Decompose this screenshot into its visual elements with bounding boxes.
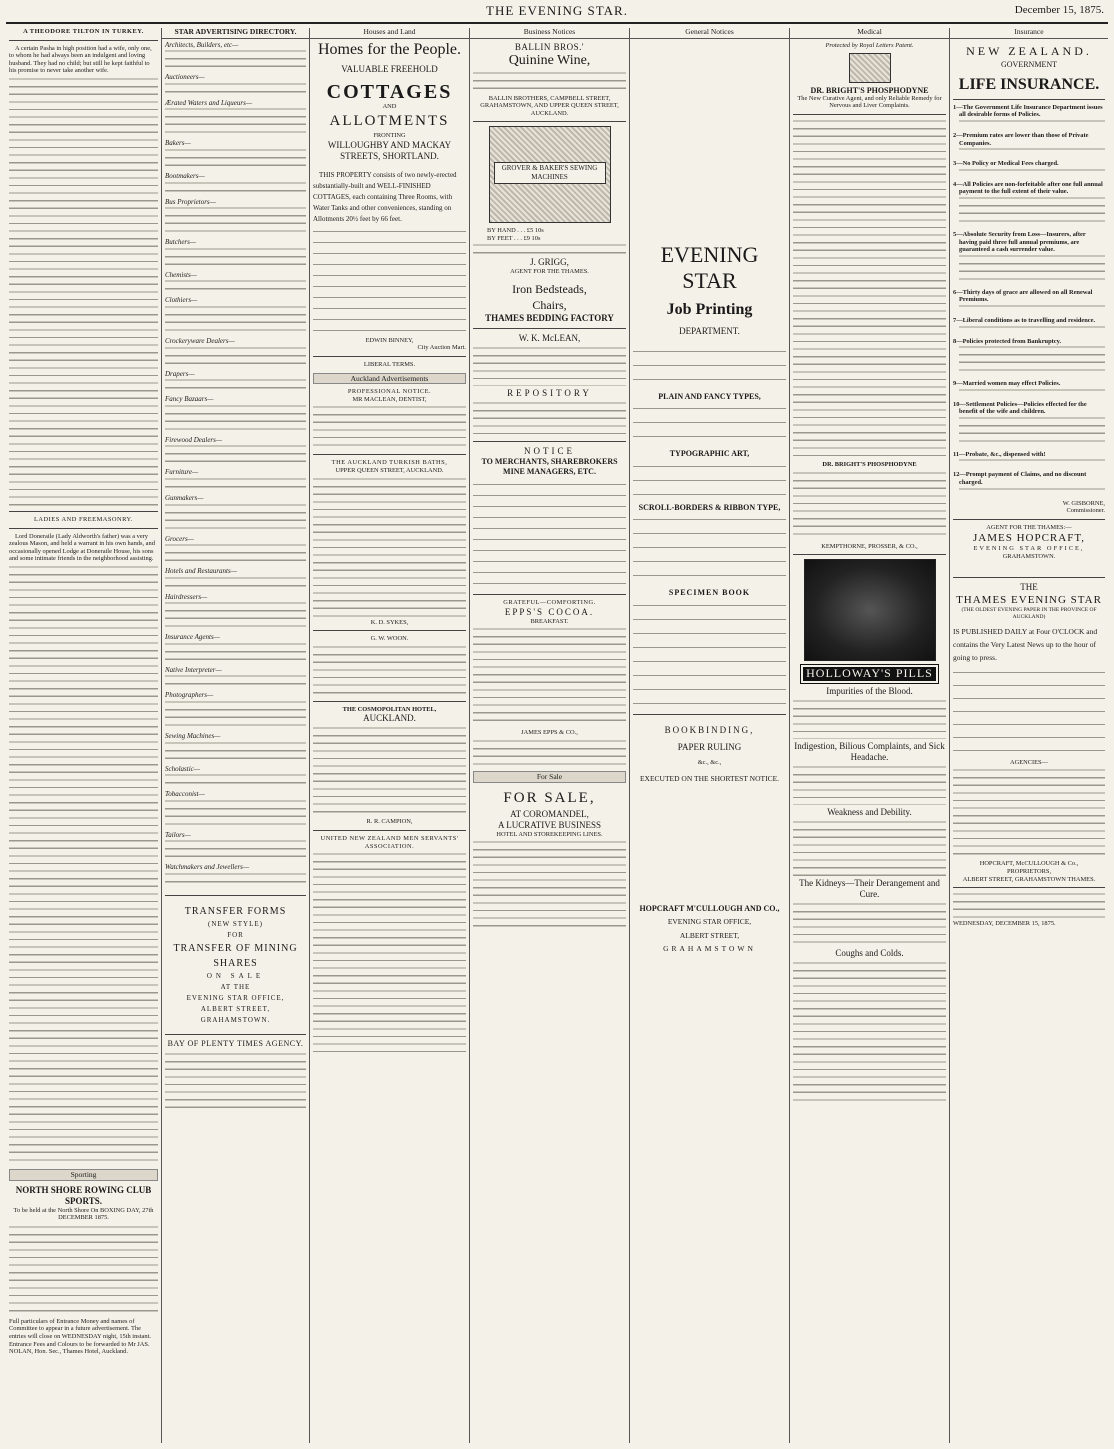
imprint-date: WEDNESDAY, DECEMBER 15, 1875. <box>953 920 1056 928</box>
kidneys-title: The Kidneys—Their Derangement and Cure. <box>799 877 940 899</box>
directory-section-heading: Hotels and Restaurants— <box>165 567 237 576</box>
government-label: GOVERNMENT <box>1001 60 1057 70</box>
column-insurance <box>949 28 1108 1443</box>
hotel-lines-label: HOTEL AND STOREKEEPING LINES. <box>496 830 603 838</box>
star-office-label: EVENING STAR OFFICE, <box>973 545 1085 553</box>
directory-section-listing <box>165 49 306 71</box>
column-articles <box>6 28 161 1443</box>
insurance-clause-text: 6—Thirty days of grace are allowed on all Renewal Premiums. <box>953 288 1093 304</box>
directory-section-heading: Firewood Dealers— <box>165 435 223 444</box>
insurance-clause-text: 8—Policies protected from Bankruptcy. <box>953 337 1062 345</box>
insurance-clause-text: 11—Probate, &c., dispensed with! <box>953 450 1046 458</box>
directory-section-heading: Native Interpreter— <box>165 665 222 674</box>
bay-of-plenty-body <box>165 1052 306 1112</box>
directory-section-heading: Ærated Waters and Liqueurs— <box>165 98 253 107</box>
directory-section-listing <box>165 773 306 788</box>
insurance-clause <box>953 451 1105 467</box>
bay-of-plenty-title: BAY OF PLENTY TIMES AGENCY. <box>167 1039 304 1049</box>
directory-section-listing <box>165 799 306 829</box>
campion-sign: R. R. CAMPION, <box>366 818 413 826</box>
holloway-engraving <box>804 559 936 661</box>
directory-section-listing <box>165 378 306 393</box>
telegraph-body <box>473 480 626 590</box>
transfer-line: (NEW STYLE) <box>208 920 263 929</box>
cottages-body: THIS PROPERTY consists of two newly-erected substantially-built and WELL-FINISHED COTTAGES, each containing Three Rooms, with Water Tanks and other conveniences, standing on Allotments 20½ feet by 66 feet. <box>313 170 457 223</box>
woon-body <box>313 645 466 697</box>
kempthorne-label: KEMPTHORNE, PROSSER, & CO., <box>821 542 918 550</box>
insurance-clause <box>953 231 1105 284</box>
houses-land-head: Houses and Land <box>310 28 469 39</box>
mclean-name: W. K. McLEAN, <box>518 333 581 344</box>
chairs: Chairs, <box>532 298 567 313</box>
cosmopolitan-body <box>313 726 466 816</box>
scroll-borders: SCROLL-BORDERS & RIBBON TYPE, <box>638 502 781 512</box>
transfer-line: SHARES <box>213 958 258 970</box>
coromandel-label: AT COROMANDEL, <box>510 808 589 819</box>
insurance-clause-text: 1—The Government Life Insurance Department issues all desirable forms of Policies. <box>953 103 1103 119</box>
insurance-head: Insurance <box>950 28 1108 39</box>
proprietors-name: HOPCRAFT, McCULLOUGH & Co., <box>979 860 1079 868</box>
insurance-clauses <box>953 104 1105 495</box>
homes-headline: Homes for the People. <box>317 40 462 58</box>
masthead <box>6 0 1108 24</box>
protected-label: Protected by Royal Letters Patent. <box>825 41 914 49</box>
directory-section-listing <box>165 107 306 137</box>
notice-label: NOTICE <box>524 446 575 457</box>
rowing-subtitle: To be held at the North Shore On BOXING DAY, 27th DECEMBER 1875. <box>13 1206 154 1222</box>
agencies-body <box>953 768 1105 858</box>
insurance-clause <box>953 338 1105 376</box>
seller-name: EDWIN BINNEY, <box>365 336 414 344</box>
insurance-clause-text: 7—Liberal conditions as to travelling and residence. <box>953 316 1096 324</box>
directory-section-listing <box>165 477 306 492</box>
impurities-body <box>793 699 946 739</box>
directory-section-listing <box>165 872 306 887</box>
insurance-clause <box>953 132 1105 155</box>
article2-title: LADIES AND FREEMASONRY. <box>34 515 133 523</box>
rowing-title: NORTH SHORE ROWING CLUB SPORTS. <box>15 1184 152 1206</box>
life-insurance-headline: LIFE INSURANCE. <box>958 75 1100 93</box>
article-intro: A certain Pasha in high position had a wife, only one, to whom he had always been an indulgent and loving husband. They had no child; but still he kept faithful to his promise to never take another wife. <box>9 44 152 75</box>
department-label: DEPARTMENT. <box>679 325 740 336</box>
seller-sub: City Auction Mart. <box>417 344 466 352</box>
column-directory <box>161 28 309 1443</box>
weakness-body <box>793 820 946 876</box>
directory-section-listing <box>165 700 306 730</box>
directory-section-listing <box>165 674 306 689</box>
insurance-clause-detail <box>959 325 1105 333</box>
evening-star-headline: EVENING STAR <box>660 241 759 293</box>
insurance-clause <box>953 317 1105 333</box>
cosmopolitan-title: THE COSMOPOLITAN HOTEL, <box>342 705 437 713</box>
insurance-clause-detail <box>959 458 1105 466</box>
liberal-terms: LIBERAL TERMS. <box>363 360 416 368</box>
published-body <box>953 667 1105 757</box>
business-head: Business Notices <box>470 28 629 39</box>
office-label: EVENING STAR OFFICE, <box>667 917 752 927</box>
published-label: IS PUBLISHED DAILY at Four O'CLOCK and contains the Very Latest News up to the hour of going to press. <box>953 626 1098 662</box>
insurance-clause-detail <box>959 487 1105 495</box>
fronting-label: FRONTING <box>373 132 406 140</box>
directory-section-heading: Photographers— <box>165 691 214 700</box>
directory-section-listing <box>165 346 306 368</box>
professional-notice: PROFESSIONAL NOTICE. <box>347 388 432 396</box>
directory-section-listing <box>165 543 306 565</box>
dentist-body <box>313 405 466 450</box>
weakness-title: Weakness and Debility. <box>827 806 912 817</box>
column-medical <box>789 28 949 1443</box>
insurance-clause-detail <box>959 147 1105 155</box>
directory-section-heading: Insurance Agents— <box>165 633 220 642</box>
directory-section-heading: Furniture— <box>165 468 199 477</box>
directory-section-listing <box>165 404 306 434</box>
directory-section-heading: Bus Proprietors— <box>165 197 216 206</box>
ballin-body <box>473 71 626 93</box>
insurance-clause-text: 5—Absolute Security from Loss—Insurers, after having paid three full annual premiums, are guaranteed a cash surrender value. <box>953 230 1086 254</box>
baths-title: THE AUCKLAND TURKISH BATHS, <box>331 459 448 467</box>
proprietors-sub: PROPRIETORS, <box>1006 868 1052 875</box>
directory-section-listing <box>165 247 306 269</box>
directory-section-heading: Crockeryware Dealers— <box>165 336 235 345</box>
insurance-clause-text: 2—Premium rates are lower than those of Private Companies. <box>953 131 1089 147</box>
transfer-line: TRANSFER FORMS <box>184 906 287 918</box>
agencies-label: AGENCIES— <box>1010 758 1048 766</box>
mclean-body <box>473 346 626 386</box>
dentist-name: MR MACLEAN, DENTIST, <box>352 395 427 403</box>
sewing-body <box>473 243 626 257</box>
insurance-clause-detail <box>959 254 1105 284</box>
directory-section-listing <box>165 642 306 664</box>
bright-body <box>793 119 946 459</box>
insurance-clause <box>953 380 1105 396</box>
article2-intro: Lord Doneraile (Lady Aldworth's father) was a very zealous Mason, and held a warrant in his own hands, and occasionally opened Lodge at Doneraile House, his sons and some intimate friends in the neighborhood assisting. <box>9 532 155 563</box>
woon-name: G. W. WOON. <box>370 635 409 643</box>
epps-body <box>473 627 626 727</box>
coughs-body <box>793 961 946 1101</box>
gisborne-sign: W. GISBORNE, <box>1062 499 1105 507</box>
oldest-label: (THE OLDEST EVENING PAPER IN THE PROVINCE OF AUCKLAND) <box>961 606 1097 621</box>
insurance-clause-text: 9—Married women may effect Policies. <box>953 380 1061 388</box>
paper-ruling-label: PAPER RULING <box>677 741 742 752</box>
article2-body <box>9 565 158 1165</box>
price-by-hand: BY HAND . . . £5 10s <box>487 227 544 235</box>
typographic-art: TYPOGRAPHIC ART, <box>669 449 750 459</box>
directory-section-heading: Drapers— <box>165 369 195 378</box>
transfer-line: AT THE <box>220 983 251 992</box>
directory-section-heading: Gunmakers— <box>165 493 204 502</box>
thames-star-headline: THAMES EVENING STAR <box>956 593 1102 606</box>
and-label: AND <box>382 102 397 110</box>
directory-section-heading: Butchers— <box>165 238 197 247</box>
allotments-headline: ALLOTMENTS <box>329 113 450 130</box>
directory-section-listing <box>165 82 306 97</box>
proprietors-address: ALBERT STREET, GRAHAMSTOWN THAMES. <box>962 875 1096 883</box>
grover-baker-label: GROVER & BAKER'S SEWING MACHINES <box>494 162 606 184</box>
agent-label: AGENT FOR THE THAMES:— <box>986 523 1072 531</box>
transfer-line: GRAHAMSTOWN. <box>200 1016 271 1025</box>
valuable-freehold: VALUABLE FREEHOLD <box>341 63 438 74</box>
insurance-clause <box>953 181 1105 226</box>
transfer-line: ALBERT STREET, <box>200 1005 271 1014</box>
baths-body <box>313 477 466 617</box>
job-body-2 <box>633 403 786 447</box>
directory-section-heading: Tobacconist— <box>165 790 205 799</box>
insurance-clause-text: 12—Prompt payment of Claims, and no discount charged. <box>953 471 1087 487</box>
bedding-factory: THAMES BEDDING FACTORY <box>485 313 614 324</box>
directory-section-listing <box>165 206 306 236</box>
repository-label: REPOSITORY <box>507 388 592 399</box>
grahamstown-label: GRAHAMSTOWN <box>663 944 756 954</box>
article-title: A THEODORE TILTON IN TURKEY. <box>23 28 144 35</box>
directory-section-listing <box>165 503 306 533</box>
directory-section-listing <box>165 148 306 170</box>
insurance-clause <box>953 401 1105 446</box>
insurance-clause-text: 10—Settlement Policies—Policies effected for the benefit of the wife and children. <box>953 400 1087 416</box>
directory-section-listing <box>165 181 306 196</box>
grigg-name: J. GRIGG, <box>530 256 569 267</box>
specimen-book: SPECIMEN BOOK <box>668 588 751 598</box>
nz-label: NEW ZEALAND. <box>966 43 1092 58</box>
baths-sub: UPPER QUEEN STREET, AUCKLAND. <box>335 466 444 474</box>
issue-date: December 15, 1875. <box>1014 4 1104 16</box>
directory-section-listing <box>165 601 306 631</box>
grateful-label: GRATEFUL—COMFORTING. <box>503 599 596 607</box>
directory-section-listing <box>165 741 306 763</box>
column-houses-land <box>309 28 469 1443</box>
column-business <box>469 28 629 1443</box>
insurance-clause <box>953 289 1105 312</box>
directory-section-listing <box>165 839 306 861</box>
section-for-sale: For Sale <box>473 771 626 783</box>
article-body <box>9 77 158 507</box>
albert-label: ALBERT STREET, <box>679 930 740 940</box>
column-general <box>629 28 789 1443</box>
epps-address <box>473 739 626 767</box>
quinine-wine: Quinine Wine, <box>508 52 591 68</box>
grahamstown-agent: GRAHAMSTOWN. <box>1002 553 1056 561</box>
insurance-clause-detail <box>959 196 1105 226</box>
transfer-line: EVENING STAR OFFICE, <box>186 994 285 1003</box>
grigg-sub: AGENT FOR THE THAMES. <box>510 267 589 275</box>
section-auckland: Auckland Advertisements <box>313 373 466 385</box>
insurance-clause-text: 4—All Policies are non-forfeitable after one full annual payment to the full extent of their value. <box>953 180 1103 196</box>
transfer-forms-ad <box>165 900 306 1030</box>
rowing-closing: Full particulars of Entrance Money and names of Committee to appear in a future advertisement. The entries will close on WEDNESDAY night, 15th instant. Entrance Fees and Colours to be forwarded to Mr JAS. NOLAN, Hon. Sec., Thames Hotel, Auckland. <box>9 1317 151 1356</box>
directory-head: STAR ADVERTISING DIRECTORY. <box>162 28 309 39</box>
indigestion-title: Indigestion, Bilious Complaints, and Sick Headache. <box>794 740 945 762</box>
hopcraft-agent: JAMES HOPCRAFT, <box>973 532 1085 545</box>
for-sale-headline: FOR SALE, <box>503 789 596 806</box>
imprint-body <box>953 892 1105 918</box>
directory-section-listing <box>165 279 306 294</box>
insurance-clause-detail <box>959 304 1105 312</box>
bright-body-2 <box>793 471 946 541</box>
directory-section-heading: Bootmakers— <box>165 171 205 180</box>
directory-section-heading: Scholastic— <box>165 764 200 773</box>
streets-label: WILLOUGHBY AND MACKAY STREETS, SHORTLAND. <box>327 139 452 161</box>
cottages-headline: COTTAGES <box>326 80 453 103</box>
price-by-feet: BY FEET . . . £9 10s <box>487 234 541 242</box>
impurities-title: Impurities of the Blood. <box>826 685 913 696</box>
directory-section-heading: Sewing Machines— <box>165 732 221 741</box>
medical-head: Medical <box>790 28 949 39</box>
section-sporting: Sporting <box>9 1169 158 1181</box>
iron-bedsteads: Iron Bedsteads, <box>512 282 587 297</box>
directory-section-heading: Watchmakers and Jewellers— <box>165 863 250 872</box>
cottages-details <box>313 227 466 337</box>
indigestion-body <box>793 765 946 805</box>
directory-section-heading: Architects, Builders, etc— <box>165 40 239 49</box>
directory-section-heading: Clothiers— <box>165 296 198 305</box>
insurance-clause-detail <box>959 119 1105 127</box>
epps-company: JAMES EPPS & CO., <box>521 729 578 737</box>
royal-arms-engraving <box>849 53 891 83</box>
directory-section-heading: Bakers— <box>165 139 191 148</box>
sykes-sign: K. D. SYKES, <box>370 618 409 626</box>
insurance-clause <box>953 104 1105 127</box>
ballin-address: BALLIN BROTHERS, CAMPBELL STREET, GRAHAMSTOWN, AND UPPER QUEEN STREET, AUCKLAND. <box>480 94 619 117</box>
servants-body <box>313 852 466 1052</box>
executed-label: EXECUTED ON THE SHORTEST NOTICE. <box>639 773 780 783</box>
servants-title: UNITED NEW ZEALAND MEN SERVANTS' ASSOCIATION. <box>320 834 459 850</box>
directory-section-listing <box>165 444 306 466</box>
lucrative-label: A LUCRATIVE BUSINESS <box>497 819 601 830</box>
insurance-clause <box>953 471 1105 494</box>
directory-section-listing <box>165 576 306 591</box>
for-sale-body <box>473 840 626 930</box>
coughs-title: Coughs and Colds. <box>835 947 904 958</box>
job-body-5 <box>633 600 786 710</box>
rowing-races <box>9 1225 158 1315</box>
holloway-pills-banner: HOLLOWAY'S PILLS <box>801 665 938 683</box>
transfer-line: TRANSFER OF MINING <box>173 943 298 955</box>
hopcraft-label: HOPCRAFT M'CULLOUGH AND CO., <box>639 903 780 913</box>
transfer-line: ON SALE <box>206 972 265 981</box>
the-label: THE <box>1020 581 1038 592</box>
sewing-machine-engraving <box>489 126 611 223</box>
directory-section-heading: Hairdressers— <box>165 592 208 601</box>
bright-title-2: DR. BRIGHT'S PHOSPHODYNE <box>822 460 917 468</box>
bright-subtitle: The New Curative Agent, and only Reliable Remedy for Nervous and Liver Complaints. <box>797 94 942 110</box>
bright-title: DR. BRIGHT'S PHOSPHODYNE <box>810 86 929 96</box>
merchants-label: TO MERCHANTS, SHAREBROKERS MINE MANAGERS, ETC. <box>481 457 618 477</box>
directory-section-heading: Fancy Bazaars— <box>165 395 214 404</box>
directory-section-heading: Auctioneers— <box>165 73 205 82</box>
commissioner-label: Commissioner. <box>1066 507 1105 515</box>
plain-fancy-types: PLAIN AND FANCY TYPES, <box>658 391 761 401</box>
job-body-4 <box>633 514 786 586</box>
repository-body <box>473 401 626 437</box>
insurance-clause <box>953 160 1105 176</box>
ballin-title: BALLIN BROS.' <box>514 41 585 52</box>
breakfast-label: BREAKFAST. <box>530 617 569 625</box>
newspaper-title: THE EVENING STAR. <box>486 3 628 18</box>
directory-section-heading: Grocers— <box>165 534 194 543</box>
directory-list <box>165 42 306 887</box>
directory-section-listing <box>165 305 306 335</box>
directory-section-heading: Chemists— <box>165 270 197 279</box>
job-body-3 <box>633 461 786 501</box>
job-body-1 <box>633 346 786 390</box>
general-head: General Notices <box>630 28 789 39</box>
cosmopolitan-city: AUCKLAND. <box>363 713 416 724</box>
insurance-clause-detail <box>959 388 1105 396</box>
bookbinding-label: BOOKBINDING, <box>664 724 755 735</box>
insurance-clause-detail <box>959 345 1105 375</box>
insurance-clause-detail <box>959 416 1105 446</box>
epps-cocoa: EPPS'S COCOA. <box>504 606 595 617</box>
directory-section-heading: Tailors— <box>165 830 191 839</box>
job-printing-headline: Job Printing <box>666 300 753 318</box>
insurance-clause-text: 3—No Policy or Medical Fees charged. <box>953 160 1059 168</box>
transfer-line: FOR <box>227 931 244 940</box>
etc-label: &c., &c., <box>697 758 722 766</box>
kidneys-body <box>793 902 946 946</box>
insurance-clause-detail <box>959 168 1105 176</box>
